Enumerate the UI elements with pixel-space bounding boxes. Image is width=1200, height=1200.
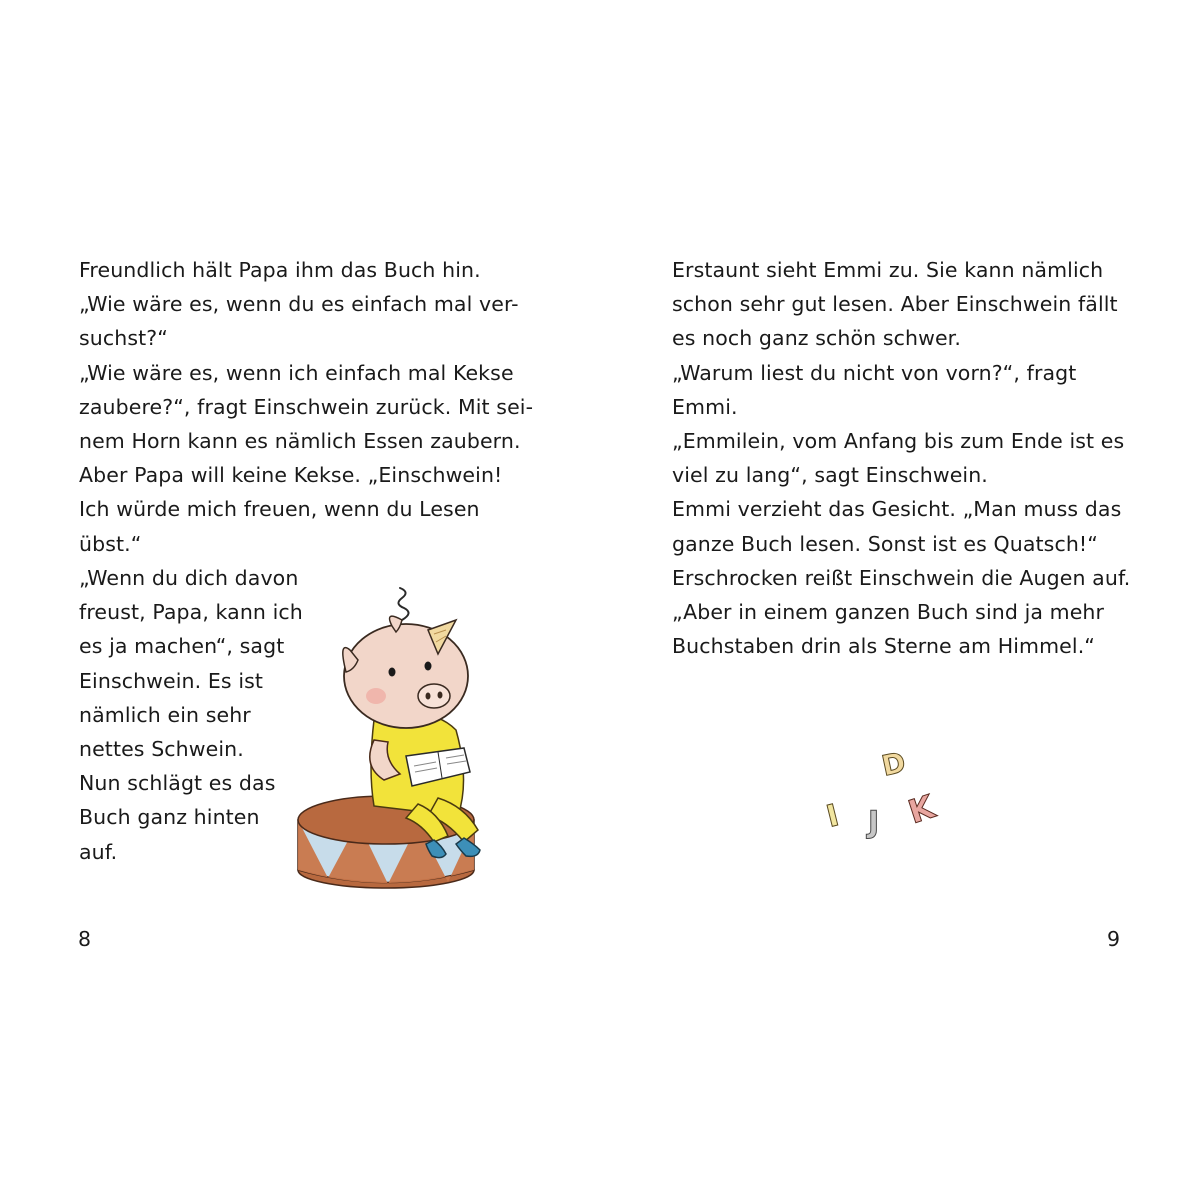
text-line: nettes Schwein. xyxy=(79,737,244,762)
pig-reading-illustration xyxy=(288,580,524,900)
text-line: „Wie wäre es, wenn du es einfach mal ver- xyxy=(79,292,519,317)
text-line: Freundlich hält Papa ihm das Buch hin. xyxy=(79,258,481,282)
text-line: Aber Papa will keine Kekse. „Einschwein! xyxy=(79,463,503,488)
page-number-left: 8 xyxy=(78,927,92,951)
text-line: Buch ganz hinten xyxy=(79,805,260,830)
text-line: Emmi verzieht das Gesicht. „Man muss das xyxy=(672,497,1122,522)
text-line: Nun schlägt es das xyxy=(79,771,276,796)
text-line: zaubere?“, fragt Einschwein zurück. Mit sei- xyxy=(79,394,534,419)
text-line: Buchstaben drin als Sterne am Himmel.“ xyxy=(672,634,1096,659)
text-line: „Wenn du dich davon xyxy=(79,566,299,590)
right-page xyxy=(600,0,1200,1200)
letter-i: I xyxy=(823,798,843,835)
text-line: Erschrocken reißt Einschwein die Augen auf. xyxy=(672,565,1131,590)
letter-j: J xyxy=(868,805,880,840)
text-line: auf. xyxy=(79,839,118,864)
text-line: nämlich ein sehr xyxy=(79,702,251,727)
letter-d: D xyxy=(878,745,909,783)
left-page-text-top xyxy=(79,253,533,561)
text-line: „Emmilein, vom Anfang bis zum Ende ist es xyxy=(672,429,1125,454)
text-line: suchst?“ xyxy=(79,326,168,351)
text-line: schon sehr gut lesen. Aber Einschwein fällt xyxy=(672,292,1118,317)
text-line: nem Horn kann es nämlich Essen zaubern. xyxy=(79,429,521,454)
letter-k: K xyxy=(903,787,940,832)
text-line: viel zu lang“, sagt Einschwein. xyxy=(672,463,988,488)
text-line: Erstaunt sieht Emmi zu. Sie kann nämlich xyxy=(672,258,1104,282)
text-line: „Aber in einem ganzen Buch sind ja mehr xyxy=(672,600,1105,625)
left-page-text-narrow xyxy=(79,561,303,869)
right-page-text xyxy=(672,253,1130,663)
text-line: Emmi. xyxy=(672,394,738,419)
text-line: „Wie wäre es, wenn ich einfach mal Kekse xyxy=(79,360,514,385)
text-line: „Warum liest du nicht von vorn?“, fragt xyxy=(672,360,1077,385)
text-line: freust, Papa, kann ich xyxy=(79,600,303,625)
text-line: ganze Buch lesen. Sonst ist es Quatsch!“ xyxy=(672,531,1098,556)
text-line: Einschwein. Es ist xyxy=(79,668,264,693)
text-line: übst.“ xyxy=(79,531,142,556)
text-line: es noch ganz schön schwer. xyxy=(672,326,961,351)
page-number-right: 9 xyxy=(1106,927,1120,951)
text-line: es ja machen“, sagt xyxy=(79,634,285,659)
floating-letters-illustration xyxy=(812,740,962,840)
text-line: Ich würde mich freuen, wenn du Lesen xyxy=(79,497,480,522)
